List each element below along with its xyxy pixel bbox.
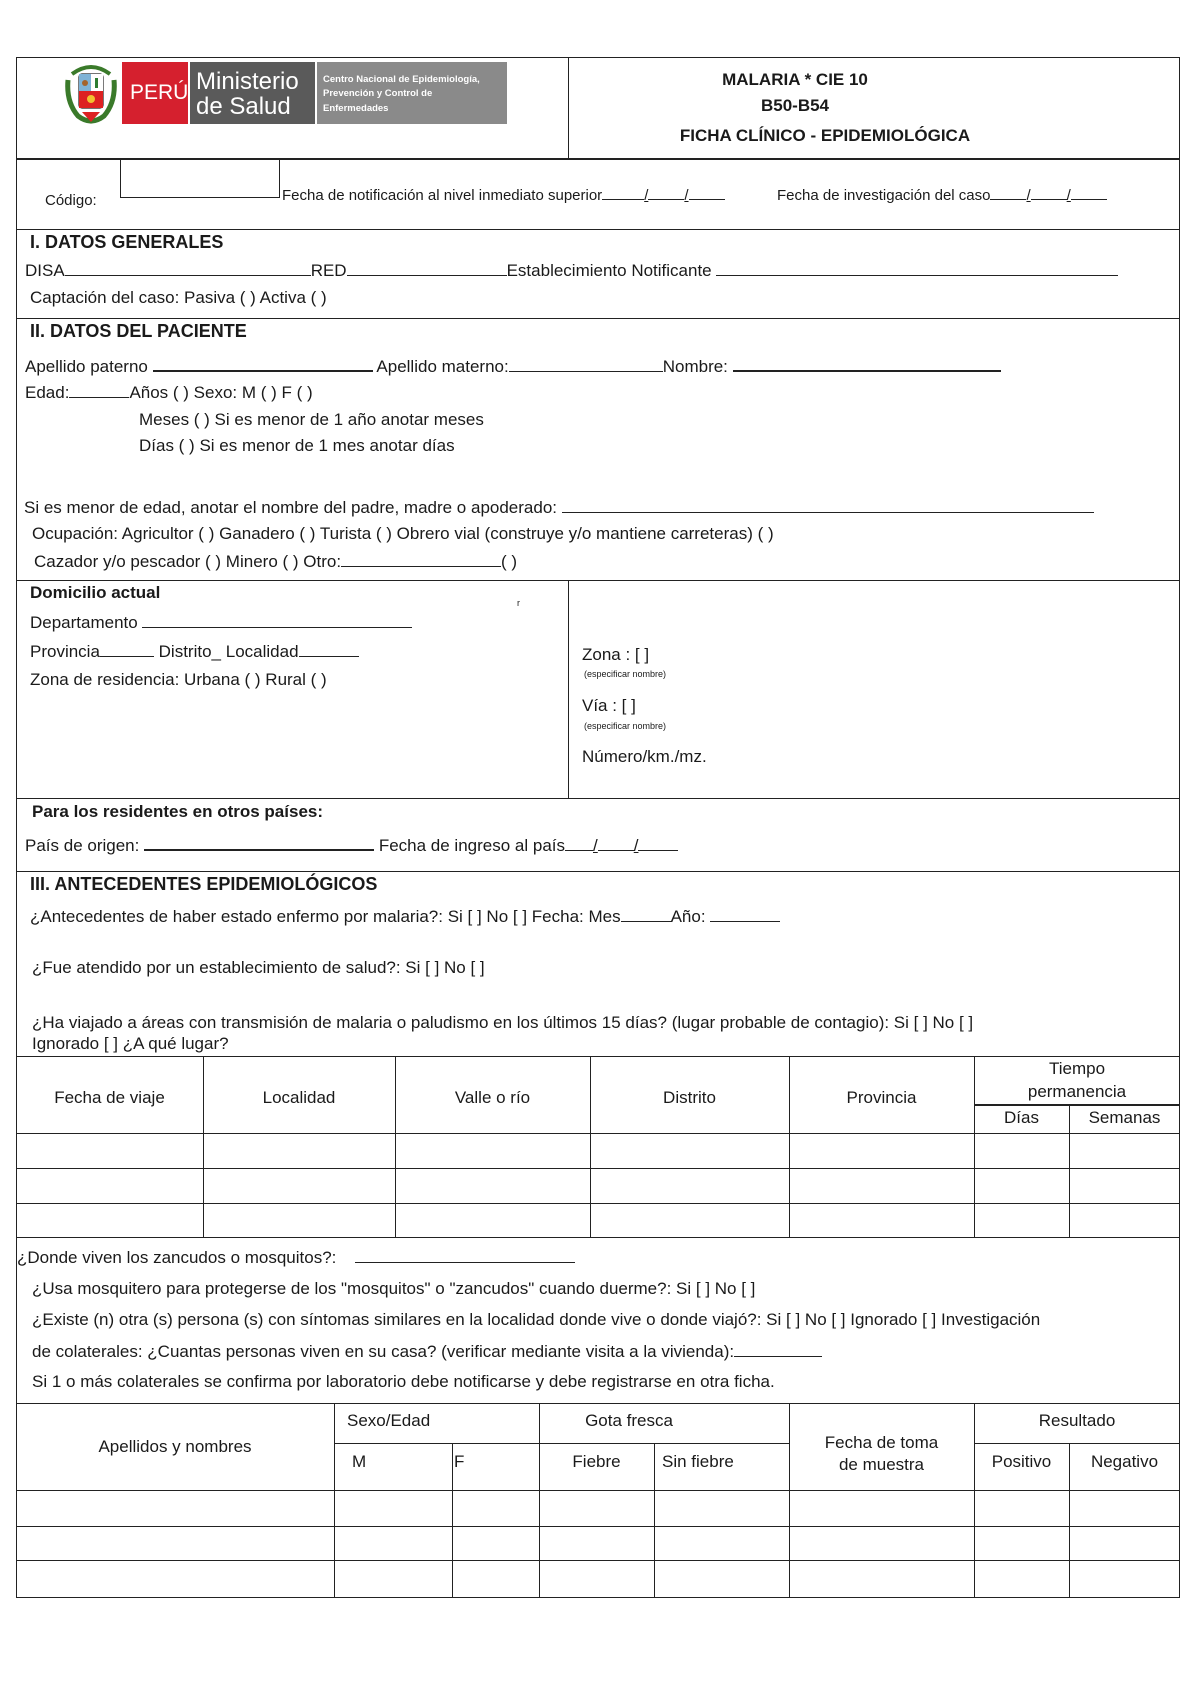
colaterales-question[interactable]: de colaterales: ¿Cuantas personas viven en su casa? (verificar mediante visita a la vivienda): <box>32 1341 822 1362</box>
contacts-col-1 <box>334 1403 335 1598</box>
peru-logo-text: PERÚ <box>130 81 189 104</box>
meses-field[interactable]: Meses ( ) Si es menor de 1 año anotar meses <box>139 410 484 429</box>
contacts-col-6 <box>974 1403 975 1598</box>
peru-coat-of-arms-icon <box>64 60 118 124</box>
contacts-subheader-line <box>334 1443 789 1444</box>
travel-table-bottom-extra <box>16 1237 1180 1238</box>
contacts-col-3 <box>539 1403 540 1598</box>
departamento-field[interactable]: Departamento <box>30 612 412 633</box>
ministerio-line1: Ministerio <box>196 68 299 95</box>
centro-line1: Centro Nacional de Epidemiología, <box>323 74 480 85</box>
contacts-header-sin-fiebre: Sin fiebre <box>662 1452 734 1471</box>
donde-mosquitos-question[interactable]: ¿Donde viven los zancudos o mosquitos?: <box>17 1247 575 1268</box>
contacts-row-1 <box>16 1526 1180 1527</box>
fecha-notificacion-label: Fecha de notificación al nivel inmediato superior / / <box>282 184 725 206</box>
form-title-line1: MALARIA * CIE 10 <box>722 70 868 89</box>
contacts-row-2 <box>16 1560 1180 1561</box>
travel-table-header-bottom <box>16 1133 1180 1134</box>
contacts-subheader-line-2 <box>974 1443 1180 1444</box>
zona-note: (especificar nombre) <box>584 669 667 679</box>
travel-header-semanas: Semanas <box>1088 1108 1161 1127</box>
travel-col-1 <box>203 1056 204 1237</box>
travel-table-row-2 <box>16 1203 1180 1204</box>
contacts-header-positivo: Positivo <box>991 1452 1052 1471</box>
disa-field[interactable]: DISA RED Establecimiento Notificante <box>25 260 1118 281</box>
contacts-header-fecha-toma-2: de muestra <box>838 1455 925 1474</box>
contacts-header-negativo: Negativo <box>1090 1452 1159 1471</box>
zona-field[interactable]: Zona : [ ] <box>582 645 650 664</box>
via-field[interactable]: Vía : [ ] <box>582 696 636 715</box>
contacts-header-sexo-edad: Sexo/Edad <box>347 1411 431 1430</box>
contacts-header-apellidos: Apellidos y nombres <box>98 1437 252 1456</box>
numero-field[interactable]: Número/km./mz. <box>582 747 707 766</box>
form-title-line2: B50-B54 <box>760 96 830 115</box>
travel-col-4 <box>789 1056 790 1237</box>
codigo-box-left <box>120 160 121 198</box>
domicilio-title: Domicilio actual <box>30 583 161 602</box>
antecedentes-question[interactable]: ¿Antecedentes de haber estado enfermo por malaria?: Si [ ] No [ ] Fecha: Mes Año: <box>30 906 780 927</box>
codigo-row-bottom <box>16 229 1180 230</box>
pais-origen-field[interactable]: País de origen: Fecha de ingreso al país / / <box>25 834 678 856</box>
provincia-distrito-field[interactable]: Provincia Distrito_ Localidad <box>30 641 359 662</box>
tiempo-subheader-line <box>974 1104 1180 1106</box>
menor-edad-field[interactable]: Si es menor de edad, anotar el nombre del padre, madre o apoderado: <box>24 497 1094 518</box>
codigo-label: Código: <box>45 192 97 209</box>
travel-header-tiempo-2: permanencia <box>1027 1082 1127 1101</box>
residentes-bottom <box>16 871 1180 872</box>
otras-personas-question[interactable]: ¿Existe (n) otra (s) persona (s) con síntomas similares en la localidad donde vive o donde viajó?: Si [ ] No [ ] Ignorado [ ] Investigación <box>32 1310 1041 1329</box>
contacts-header-m: M <box>352 1452 367 1471</box>
travel-table-top <box>16 1056 1180 1057</box>
section-1-title: I. DATOS GENERALES <box>30 232 224 252</box>
via-note: (especificar nombre) <box>584 721 667 731</box>
centro-line3: Enfermedades <box>323 103 389 114</box>
zona-residencia-field[interactable]: Zona de residencia: Urbana ( ) Rural ( ) <box>30 670 327 689</box>
contacts-header-gota: Gota fresca <box>585 1411 673 1430</box>
form-title-line3: FICHA CLÍNICO - EPIDEMIOLÓGICA <box>679 126 971 145</box>
travel-header-localidad: Localidad <box>262 1088 336 1107</box>
contacts-header-resultado: Resultado <box>1038 1411 1116 1430</box>
atendido-question[interactable]: ¿Fue atendido por un establecimiento de salud?: Si [ ] No [ ] <box>32 958 485 977</box>
travel-header-distrito: Distrito <box>663 1088 716 1107</box>
mosquitero-question[interactable]: ¿Usa mosquitero para protegerse de los "mosquitos" o "zancudos" cuando duerme?: Si [ ] No [ ] <box>32 1279 756 1298</box>
contacts-col-2 <box>452 1443 453 1598</box>
contacts-header-bottom <box>16 1490 1180 1491</box>
domicilio-tick-mark: r <box>517 598 520 608</box>
section-3-title: III. ANTECEDENTES EPIDEMIOLÓGICOS <box>30 874 378 894</box>
section-2-title: II. DATOS DEL PACIENTE <box>30 321 247 341</box>
residentes-title: Para los residentes en otros países: <box>32 802 324 821</box>
header-divider <box>568 57 569 159</box>
dias-field[interactable]: Días ( ) Si es menor de 1 mes anotar días <box>139 436 455 455</box>
travel-header-valle: Valle o río <box>454 1088 531 1107</box>
centro-line2: Prevención y Control de <box>323 88 433 99</box>
apellidos-nombre-field[interactable]: Apellido paterno Apellido materno: Nombre: <box>25 355 1001 377</box>
travel-header-fecha: Fecha de viaje <box>54 1088 165 1107</box>
travel-col-3 <box>590 1056 591 1237</box>
contacts-table-top <box>16 1403 1180 1404</box>
travel-header-dias: Días <box>1004 1108 1039 1127</box>
travel-table-row-1 <box>16 1168 1180 1169</box>
travel-header-tiempo-1: Tiempo <box>1048 1059 1106 1078</box>
travel-col-2 <box>395 1056 396 1237</box>
viajado-question-line1[interactable]: ¿Ha viajado a áreas con transmisión de malaria o paludismo en los últimos 15 días? (lugar probable de contagio): Si [ ] No [ ] <box>32 1013 974 1032</box>
domicilio-bottom <box>16 798 1180 799</box>
domicilio-divider <box>568 580 569 798</box>
colaterales-note: Si 1 o más colaterales se confirma por laboratorio debe notificarse y debe registrarse en otra ficha. <box>32 1372 775 1391</box>
section-1-bottom <box>16 318 1180 319</box>
contacts-header-fiebre: Fiebre <box>572 1452 621 1471</box>
ministerio-line2: de Salud <box>196 93 291 120</box>
section-2-bottom <box>16 580 1180 581</box>
travel-header-provincia: Provincia <box>846 1088 917 1107</box>
contacts-header-fecha-toma-1: Fecha de toma <box>824 1433 939 1452</box>
fecha-investigacion-label: Fecha de investigación del caso / / <box>777 184 1107 206</box>
contacts-header-f: F <box>454 1452 465 1471</box>
ocupacion-field[interactable]: Ocupación: Agricultor ( ) Ganadero ( ) Turista ( ) Obrero vial (construye y/o mantiene carreteras) ( ) <box>32 524 774 543</box>
edad-field[interactable]: Edad: Años ( ) Sexo: M ( ) F ( ) <box>25 383 313 402</box>
codigo-input[interactable] <box>120 160 280 198</box>
captacion-field[interactable]: Captación del caso: Pasiva ( ) Activa ( ) <box>30 288 327 307</box>
viajado-question-line2[interactable]: Ignorado [ ] ¿A qué lugar? <box>32 1034 229 1053</box>
contacts-col-4 <box>654 1443 655 1598</box>
cazador-field[interactable]: Cazador y/o pescador ( ) Minero ( ) Otro: ( ) <box>34 552 518 571</box>
